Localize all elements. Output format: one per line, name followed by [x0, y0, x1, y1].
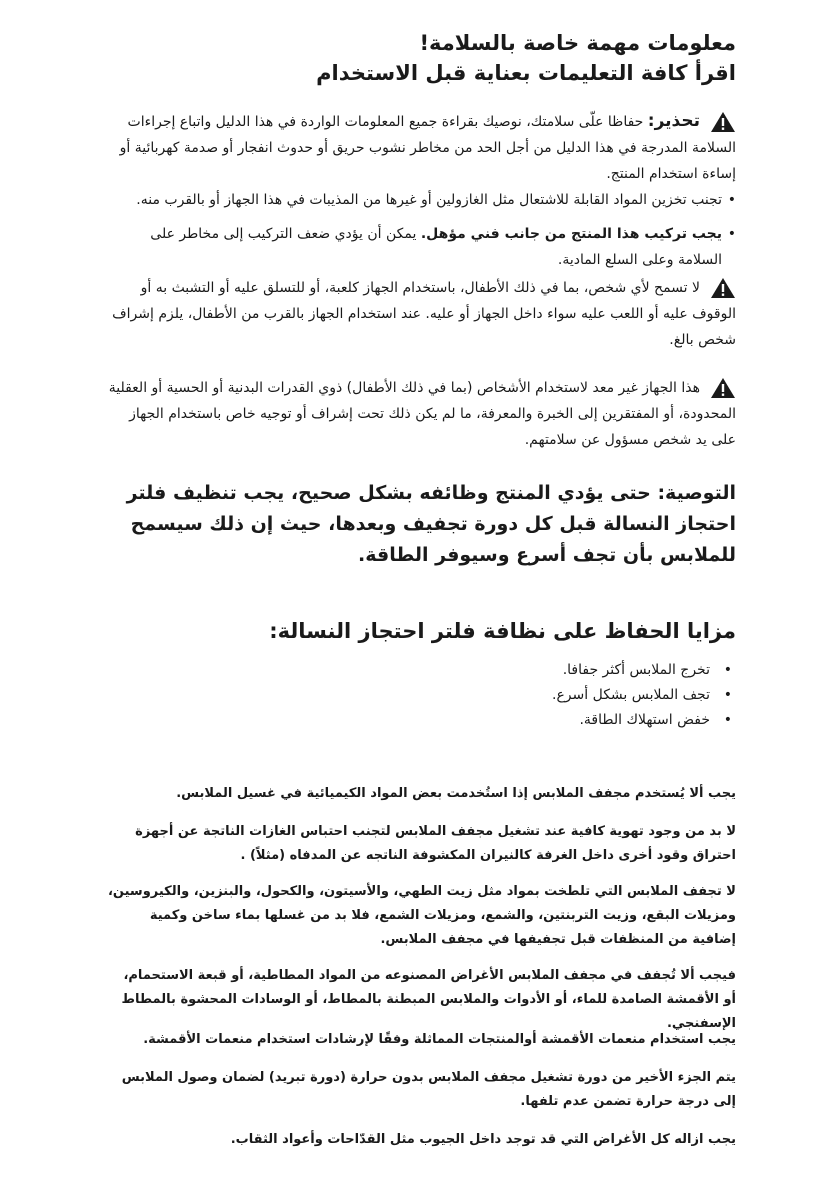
note-rubber-items — [108, 964, 736, 1036]
list-item: • تخرج الملابس أكثر جفافا. — [108, 658, 736, 683]
note-text: يتم الجزء الأخير من دورة تشغيل مجفف الملابس بدون حرارة (دورة تبريد) لضمان وصول الملابس إلى درجة حرارة تضمن عدم تلفها. — [121, 1070, 736, 1109]
warning-label: تحذير: — [647, 111, 700, 131]
list-item: • تجف الملابس بشكل أسرع. — [108, 683, 736, 708]
warning-intro — [108, 108, 736, 187]
note-text: لا بد من وجود تهوية كافية عند تشغيل مجفف الملابس لتجنب احتباس الغازات الناتجة عن أجهزة احتراق وقود أخرى داخل الغرفة كالنيران المكشوفة الناتجه عن المدفاه (مثلاً) . — [135, 824, 736, 863]
note-ventilation — [108, 820, 736, 868]
disabled-warning-text: هذا الجهاز غير معد لاستخدام الأشخاص (بما في ذلك الأطفال) ذوي القدرات البدنية أو الحسية أو العقلية المحدودة، أو المفتقرين إلى الخبرة والمعرفة، ما لم يكن ذلك تحت إشراف أو توجيه خاص باستخدام الجهاز على يد شخص مسؤول عن سلامتهم. — [108, 380, 736, 448]
note-text: لا تجفف الملابس التي تلطخت بمواد مثل زيت الطهي، والأسيتون، والكحول، والبنزين، والكيروسين، ومزيلات البقع، وزيت التربنتين، والشمع، ومزيلات الشمع، فلا بد من غسلها بماء ساخن وكمية إضافية من المنظفات قبل تجفيفها في مجفف الملابس. — [107, 884, 736, 947]
bullet-flammable: • تجنب تخزين المواد القابلة للاشتعال مثل الغازولين أو غيرها من المذيبات في هذا الجهاز أو بالقرب منه. — [108, 187, 736, 213]
list-item: • خفض استهلاك الطاقة. — [108, 708, 736, 733]
warning-intro-text: حفاظا علّى سلامتك، نوصيك بقراءة جميع المعلومات الواردة في هذا الدليل واتباع إجراءات السلامة المدرجة في هذا الدليل من أجل الحد من مخاطر نشوب حريق أو حدوث انفجار أو صدمة كهربائية أو إساءة استخدام المنتج. — [119, 114, 736, 182]
recommendation: التوصية: حتى يؤدي المنتج وظائفه بشكل صحيح، يجب تنظيف فلتر احتجاز النسالة قبل كل دورة تجفيف وبعدها، حيث إن ذلك سيسمح للملابس بأن تجف أسرع وسيوفر الطاقة. — [126, 482, 736, 566]
note-chemicals — [108, 782, 736, 806]
note-cooldown — [108, 1066, 736, 1114]
benefits-title: مزايا الحفاظ على نظافة فلتر احتجاز النسالة: — [269, 619, 736, 643]
note-text: يجب استخدام منعمات الأقمشة أوالمنتجات المماثلة وفقًا لإرشادات استخدام منعمات الأقمشة. — [143, 1032, 736, 1047]
note-text: فيجب ألا تُجفف في مجفف الملابس الأغراض المصنوعه من المواد المطاطية، أو قبعة الاستحمام، أو الأقمشة الصامدة للماء، أو الأدوات والملابس المبطنة بالمطاط، أو الوسادات المحشوة بالمطاط الإسفنجي. — [121, 968, 736, 1031]
installation-text: يمكن أن يؤدي ضعف التركيب إلى مخاطر على السلامة وعلى السلع المادية. — [150, 226, 722, 268]
disabled-warning — [108, 375, 736, 453]
warning-triangle-icon — [710, 277, 736, 299]
bullet-installation — [108, 221, 736, 273]
safety-title: معلومات مهمة خاصة بالسلامة! — [419, 31, 736, 55]
note-stained-clothes — [108, 880, 736, 952]
header — [108, 28, 736, 88]
read-instructions-title: اقرأ كافة التعليمات بعناية قبل الاستخدام — [316, 61, 736, 85]
note-text: يجب ألا يُستخدم مجفف الملابس إذا استُخدمت بعض المواد الكيميائية في غسيل الملابس. — [176, 786, 736, 801]
note-fabric-softener — [108, 1028, 736, 1052]
warning-triangle-icon — [710, 377, 736, 399]
installation-bold-text: يجب تركيب هذا المنتج من جانب فني مؤهل. — [420, 226, 722, 242]
benefits-list — [108, 658, 736, 733]
warning-triangle-icon — [710, 111, 736, 133]
warning-section — [108, 108, 736, 453]
note-pockets — [108, 1128, 736, 1152]
children-warning-text: لا تسمح لأي شخص، بما في ذلك الأطفال، باستخدام الجهاز كلعبة، أو للتسلق عليه أو التشبث به أو الوقوف عليه أو اللعب عليه سواء داخل الجهاز أو عليه. عند استخدام الجهاز بالقرب من الأطفال، يلزم إشراف شخص بالغ. — [112, 280, 736, 348]
note-text: يجب ازاله كل الأغراض التي قد توجد داخل الجيوب مثل القدّاحات وأعواد الثقاب. — [230, 1132, 736, 1147]
children-warning — [108, 275, 736, 353]
